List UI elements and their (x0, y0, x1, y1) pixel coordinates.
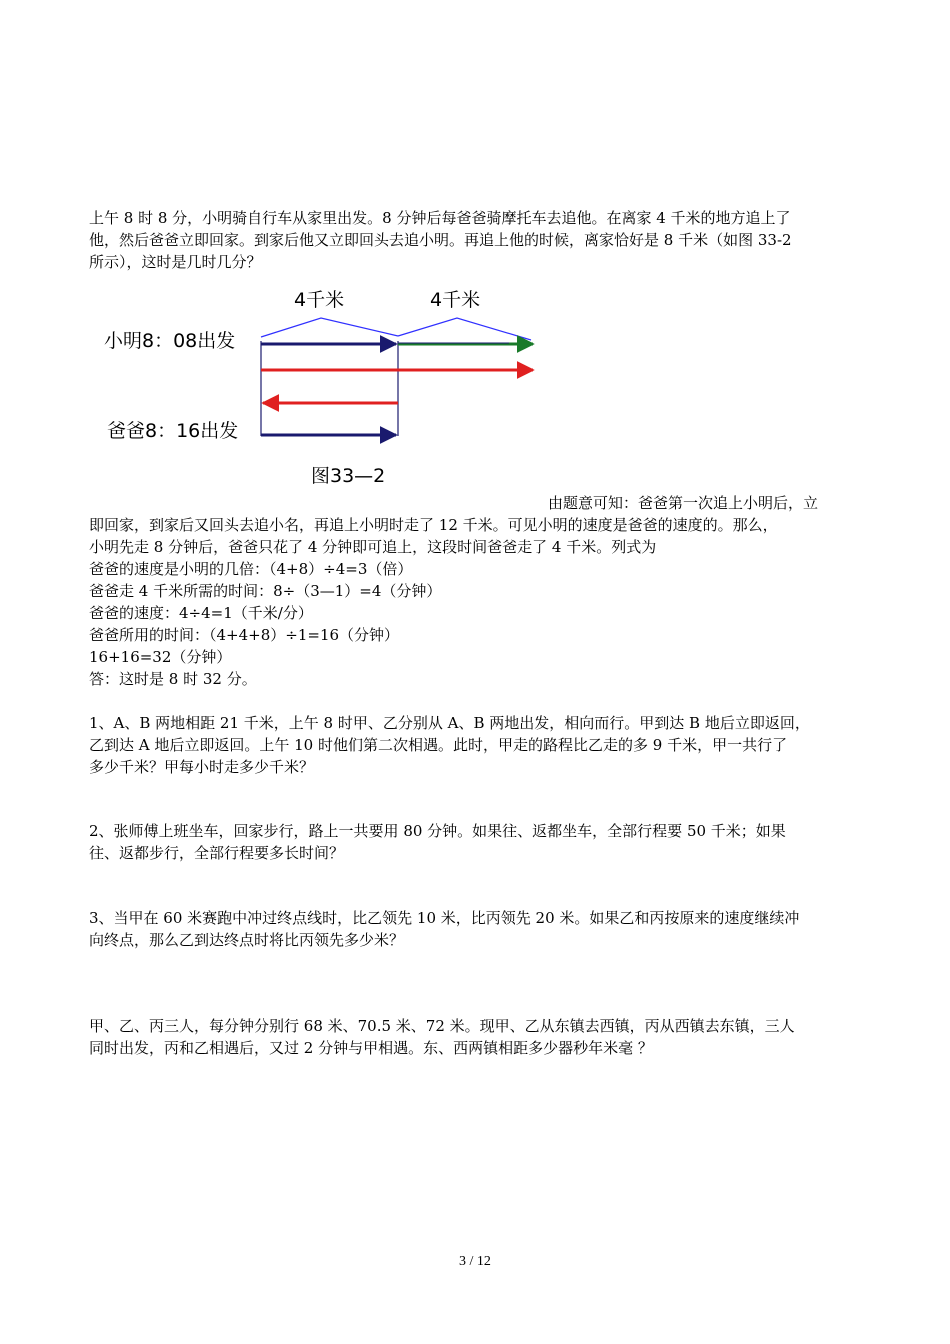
problem-4-line-1: 甲、乙、丙三人，每分钟分别行 68 米、70.5 米、72 米。现甲、乙从东镇去西镇，丙从西镇去东镇，三人 (89, 1017, 795, 1035)
distance-brace-2 (398, 318, 531, 340)
intro-line-3: 所示），这时是几时几分？ (89, 253, 262, 271)
solution-answer: 答：这时是 8 时 32 分。 (89, 670, 257, 688)
solution-step-5: 16+16=32（分钟） (89, 648, 232, 666)
problem-4-line-2: 同时出发，丙和乙相遇后，又过 2 分钟与甲相遇。东、西两镇相距多少器秒年米毫 ？ (89, 1039, 653, 1057)
solution-step-3: 爸爸的速度：4÷4=1（千米/分） (89, 604, 313, 622)
distance-brace-1 (261, 318, 398, 337)
solution-step-1: 爸爸的速度是小明的几倍：（4+8）÷4=3（倍） (89, 560, 413, 578)
page-number: 3 / 12 (459, 1254, 491, 1269)
solution-line-1: 由题意可知：爸爸第一次追上小明后，立 (548, 494, 819, 512)
intro-line-2: 他，然后爸爸立即回家。到家后他又立即回头去追小明。再追上他的时候，离家恰好是 8 千米（如图 33-2 (89, 231, 792, 249)
problem-2-line-1: 2、张师傅上班坐车，回家步行，路上一共要用 80 分钟。如果往、返都坐车，全部行程要 50 千米；如果 (89, 822, 786, 840)
problem-3-line-1: 3、当甲在 60 米赛跑中冲过终点线时，比乙领先 10 米，比丙领先 20 米。如果乙和丙按原来的速度继续冲 (89, 909, 800, 927)
figure-caption: 图33—2 (311, 465, 386, 487)
figure-33-2 (89, 283, 549, 493)
solution-line-2: 即回家，到家后又回头去追小名，再追上小明时走了 12 千米。可见小明的速度是爸爸的速度的。那么， (89, 516, 778, 534)
solution-step-2: 爸爸走 4 千米所需的时间：8÷（3—1）=4（分钟） (89, 582, 442, 600)
solution-line-3: 小明先走 8 分钟后，爸爸只花了 4 分钟即可追上，这段时间爸爸走了 4 千米。列式为 (89, 538, 657, 556)
problem-2-line-2: 往、返都步行，全部行程要多长时间？ (89, 844, 345, 862)
xiaoming-label: 小明8：08出发 (104, 330, 236, 352)
problem-1-line-3: 多少千米？甲每小时走多少千米？ (89, 758, 315, 776)
problem-1-line-2: 乙到达 A 地后立即返回。上午 10 时他们第二次相遇。此时，甲走的路程比乙走的多 9 千米，甲一共行了 (89, 736, 788, 754)
problem-3-line-2: 向终点，那么乙到达终点时将比丙领先多少米？ (89, 931, 405, 949)
seg2-label: 4千米 (430, 289, 481, 311)
intro-line-1: 上午 8 时 8 分，小明骑自行车从家里出发。8 分钟后每爸爸骑摩托车去追他。在离家 4 千米的地方追上了 (89, 209, 791, 227)
seg1-label: 4千米 (294, 289, 345, 311)
baba-label: 爸爸8：16出发 (107, 420, 239, 442)
problem-1-line-1: 1、A、B 两地相距 21 千米，上午 8 时甲、乙分别从 A、B 两地出发，相向而行。甲到达 B 地后立即返回， (89, 714, 810, 732)
solution-step-4: 爸爸所用的时间：（4+4+8）÷1=16（分钟） (89, 626, 400, 644)
